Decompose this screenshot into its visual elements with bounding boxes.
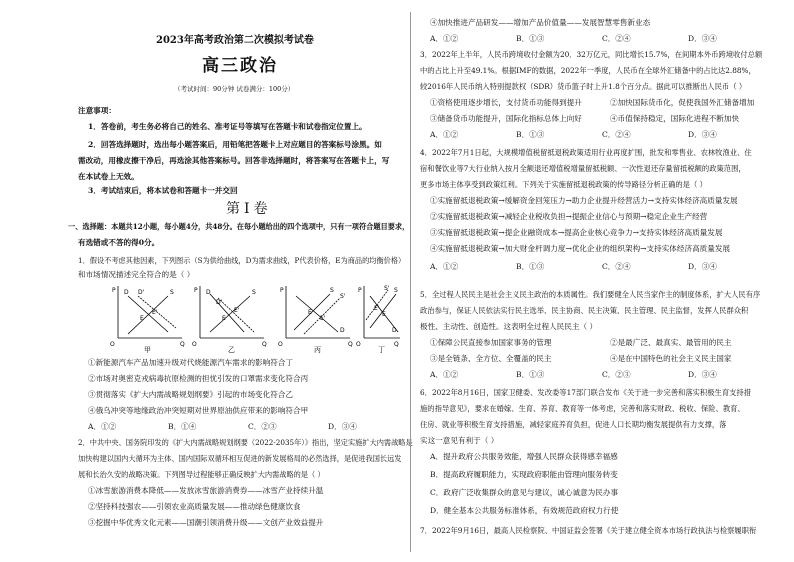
graph-label: 丙 <box>314 346 321 354</box>
q6-option-d: D．健全基本公共服务标准体系，有效规范政府权力行使 <box>430 506 619 515</box>
q3-stem: 3．2022年上半年，人民币跨境收付金额为20．32万亿元，同比增长15.7%，在间期本外币跨境收付总额 <box>420 50 763 59</box>
axis-p: P <box>194 287 198 294</box>
point-e: E <box>382 311 386 318</box>
q5-option-c: C．②③ <box>602 370 631 379</box>
curve-s: S <box>330 287 334 294</box>
q3-stem: 较2016年人民币纳入特别提款权（SDR）货币篮子时上升1.8个百分点。据此可以推断出人民币（ ） <box>420 82 747 91</box>
column-divider <box>410 12 411 552</box>
section-title: 第Ⅰ卷 <box>226 201 272 217</box>
left-column <box>68 0 413 562</box>
q1-option-a: A．①② <box>88 422 117 431</box>
q7-stem: 7．2022年9月16日，最高人民检察院、中国证监会签署《关于建立健全资本市场行政执法与检察履职衔 <box>420 526 757 535</box>
q3-item: ③储备货币功能提升，国际化指标总体上向好 <box>430 114 582 123</box>
q6-option-a: A．提升政府公共服务效能，增强人民群众获得感幸福感 <box>430 452 618 461</box>
q3-stem: 中的占比上升至49.1%。根据IMF的数据，2022年一季度，人民币在全球外汇储备中的占比达2.88%， <box>420 66 756 75</box>
q3-item: ①资格使用逐步增长，支付货币功能得到提升 <box>430 98 582 107</box>
graph-ding <box>356 285 400 354</box>
q1-stem: 和市场情况描述完全符合的是（ ） <box>78 270 195 279</box>
note-line: 1．答卷前，考生务必将自己的姓名、准考证号等填写在答题卡和试卷指定位置上。 <box>88 122 367 131</box>
q4-option-b: B．①③ <box>516 262 545 271</box>
axis-q: Q <box>262 341 267 348</box>
graph-yi <box>192 286 267 354</box>
point-e2: E' <box>234 307 240 314</box>
q6-option-b: B．提高政府履职能力，实现政府职能由管理向服务转变 <box>430 470 618 479</box>
q4-item: ①实施留抵退税政策→缓解资金回笼压力→助力企业提升经营活力→支持实体经济高质量发展 <box>430 196 738 205</box>
q3-option-a: A．①② <box>430 130 459 139</box>
q2-item: ②坚持科技强农——引领农业高质量发展——推动绿色健康饮食 <box>88 502 301 511</box>
axis-p: P <box>358 287 362 294</box>
axis-q: Q <box>180 341 185 348</box>
q6-stem: 住房、就业等积极生育支持措施，减轻家庭养育负担，促进人口长期均衡发展提供有力支撑，落 <box>420 420 727 429</box>
note-line: 3．考试结束后，将本试卷和答题卡一并交回 <box>88 186 238 195</box>
q5-item: ①保障公民直接参加国家事务的管理 <box>430 338 552 347</box>
q3-option-d: D．③④ <box>688 130 717 139</box>
subject-title: 高三政治 <box>202 56 278 76</box>
curve-s: S <box>170 289 174 296</box>
q1-stem: 1．假设不考虑其他因素，下列图示（S为供给曲线，D为需求曲线，P代表价格，E为商品的均衡价格） <box>78 256 406 265</box>
q5-option-d: D．③④ <box>688 370 717 379</box>
point-e: E <box>222 315 226 322</box>
axis-p: P <box>112 287 116 294</box>
graph-label: 甲 <box>144 346 151 354</box>
curve-s2: S' <box>340 293 346 300</box>
note-line: 需改动，用橡皮擦干净后，再选涂其他答案标号。回答非选择题时，将答案写在答题卡上，写 <box>78 156 390 165</box>
q5-option-a: A．①② <box>430 370 459 379</box>
q4-stem: 4．2022年7月1日起，大规模增值税留抵退税政策适用行业再度扩围，批发和零售业、农林牧渔业、住 <box>420 148 752 157</box>
q2-option-b: B．①③ <box>516 34 545 43</box>
q4-item: ②实施留抵退税政策→减轻企业税收负担→提振企业信心与预期→稳定企业生产经营 <box>430 212 708 221</box>
point-e2: E' <box>152 309 158 316</box>
notes-heading: 注意事项： <box>78 106 116 115</box>
q2-item: ③挖掘中华优秀文化元素——国潮引领消费升级——文创产业效益提升 <box>88 518 324 527</box>
point-e: E <box>140 315 144 322</box>
q2-item-4: ④加快推进产品研发——增加产品价值量——发展智慧零售新业态 <box>430 18 651 27</box>
point-e2: E' <box>374 305 380 312</box>
q2-stem: 2．中共中央、国务院印发的《扩大内需战略规划纲要（2022-2035年）》指出，坚定实施扩大内需战略是 <box>78 438 413 447</box>
curve-d: D <box>206 289 211 296</box>
q2-option-a: A．①② <box>430 34 459 43</box>
right-column <box>420 0 792 562</box>
q4-stem: 更多市场主体享受到政策红利。下列关于实施留抵退税政策的传导路径分析正确的是（ ） <box>420 180 707 189</box>
q5-item: ③是全链条、全方位、全覆盖的民主 <box>430 354 552 363</box>
q1-item: ②市场对奥密克戎病毒抗原检测的担忧引发的口罩需求变化符合丙 <box>88 374 309 383</box>
part-heading-2: 有选错或不答的得0分。 <box>78 238 160 247</box>
curve-s: S <box>252 289 256 296</box>
curve-d2: D' <box>138 289 145 296</box>
q4-option-a: A．①② <box>430 262 459 271</box>
q1-option-d: D．③④ <box>328 422 357 431</box>
curve-d: D <box>340 327 345 334</box>
q4-option-d: D．③④ <box>688 262 717 271</box>
q4-option-c: C．②④ <box>602 262 631 271</box>
curve-d: D <box>124 289 129 296</box>
q4-item: ④实施留抵退税政策→加大财金杆调力度→优化企业的组织架构→支持实体经济高质量发展 <box>430 244 731 253</box>
q2-stem: 展和长治久安的战略决策。下列图导过程能够正确反映扩大内需战略的是（ ） <box>78 470 325 479</box>
q2-item: ①冰雪旅游消费本降低——发放冰雪旅游消费券——冰雪产业持续升温 <box>88 486 324 495</box>
graph-bing <box>278 286 353 354</box>
note-line: 在本试卷上无效。 <box>78 172 139 181</box>
axis-p: P <box>280 287 284 294</box>
q2-option-d: D．③④ <box>688 34 717 43</box>
q1-item: ④俄乌冲突等地缘政治冲突短期对世界原油供应带来的影响符合甲 <box>88 406 309 415</box>
q6-option-c: C．政府广泛收集群众的意见与建议，诚心诚意为民办事 <box>430 488 619 497</box>
q6-stem: 实这一意见有利于（ ） <box>420 436 499 445</box>
origin: O <box>356 341 361 348</box>
q5-item: ④是在中国特色的社会主义民主国家 <box>610 354 732 363</box>
q1-option-c: C．②③ <box>248 422 277 431</box>
curve-s2: S' <box>384 285 390 292</box>
q5-stem: 极性、主动性、创造性。这表明全过程人民民主（ ） <box>420 322 598 331</box>
q4-item: ③实施留抵退税政策→提企业融资成本→提高企业核心竞争力→支持实体经济高质量发展 <box>430 228 723 237</box>
q1-item: ①新能源汽车产品加速升级对代烧能源汽车需求的影响符合丁 <box>88 358 294 367</box>
axis-q: Q <box>394 341 399 348</box>
q3-item: ④币值保持稳定，国际化进程不断加快 <box>610 114 740 123</box>
q5-stem: 5．全过程人民民主是社会主义民主政治的本质属性。我们要健全人民当家作主的制度体系，扩大人民有序 <box>420 290 761 299</box>
axis-q: Q <box>348 341 353 348</box>
q6-stem: 施的指导意见》，要求在婚嫁、生育、养育、教育等一体考虑，完善和落实财政、税收、保险、教育、 <box>420 404 745 413</box>
part-heading: 一、选择题：本题共12小题，每小题4分，共48分。在每小题给出的四个选项中，只有一项符合题目要求， <box>68 222 410 231</box>
q2-stem: 加快构建以国内大循环为主体、国内国际双循环相互促进的新发展格局的必然选择，是促进我国长远发 <box>78 454 402 463</box>
graph-label: 乙 <box>228 346 235 354</box>
origin: O <box>278 341 283 348</box>
graph-jia <box>110 286 185 354</box>
q5-stem: 政治参与，保证人民依法实行民主选举、民主协商、民主决策、民主管理、民主监督，发挥人民群众积 <box>420 306 749 315</box>
q3-item: ②加快国际货币化，促使我国外汇储备增加 <box>610 98 755 107</box>
q5-item: ②是最广泛、最真实、最管用的民主 <box>610 338 732 347</box>
exam-title: 2023年高考政治第二次模拟考试卷 <box>156 35 314 46</box>
graph-label: 丁 <box>378 346 385 354</box>
exam-info: （考试时间：90分钟 试卷满分：100分） <box>174 85 295 93</box>
curve-d: D <box>392 327 397 334</box>
supply-demand-graphs <box>74 284 404 354</box>
note-line: 2．回答选择题时，选出每小题答案后，用铅笔把答题卡上对应题目的答案标号涂黑。如 <box>88 140 382 149</box>
curve-s: S <box>394 287 398 294</box>
q2-option-c: C．②④ <box>602 34 631 43</box>
origin: O <box>192 341 197 348</box>
q6-stem: 6．2022年8月16日，国家卫健委、发改委等17部门联合发布《关于进一步完善和落实积极生育支持措 <box>420 388 752 397</box>
q4-stem: 宿和餐饮业等7大行业纳入按月全额退还增值税增量留抵税额、一次性退还存量留抵税额的政策范围， <box>420 164 746 173</box>
origin: O <box>110 341 115 348</box>
q5-option-b: B．①③ <box>516 370 545 379</box>
q3-option-c: C．②④ <box>602 130 631 139</box>
q1-option-b: B．①④ <box>168 422 197 431</box>
q3-option-b: B．①③ <box>516 130 545 139</box>
point-e2: E' <box>320 315 326 322</box>
q1-item: ③贯彻落实《扩大内需战略规划纲要》引起的市场变化符合乙 <box>88 390 294 399</box>
curve-d2: D' <box>216 299 223 306</box>
point-e: E <box>308 309 312 316</box>
